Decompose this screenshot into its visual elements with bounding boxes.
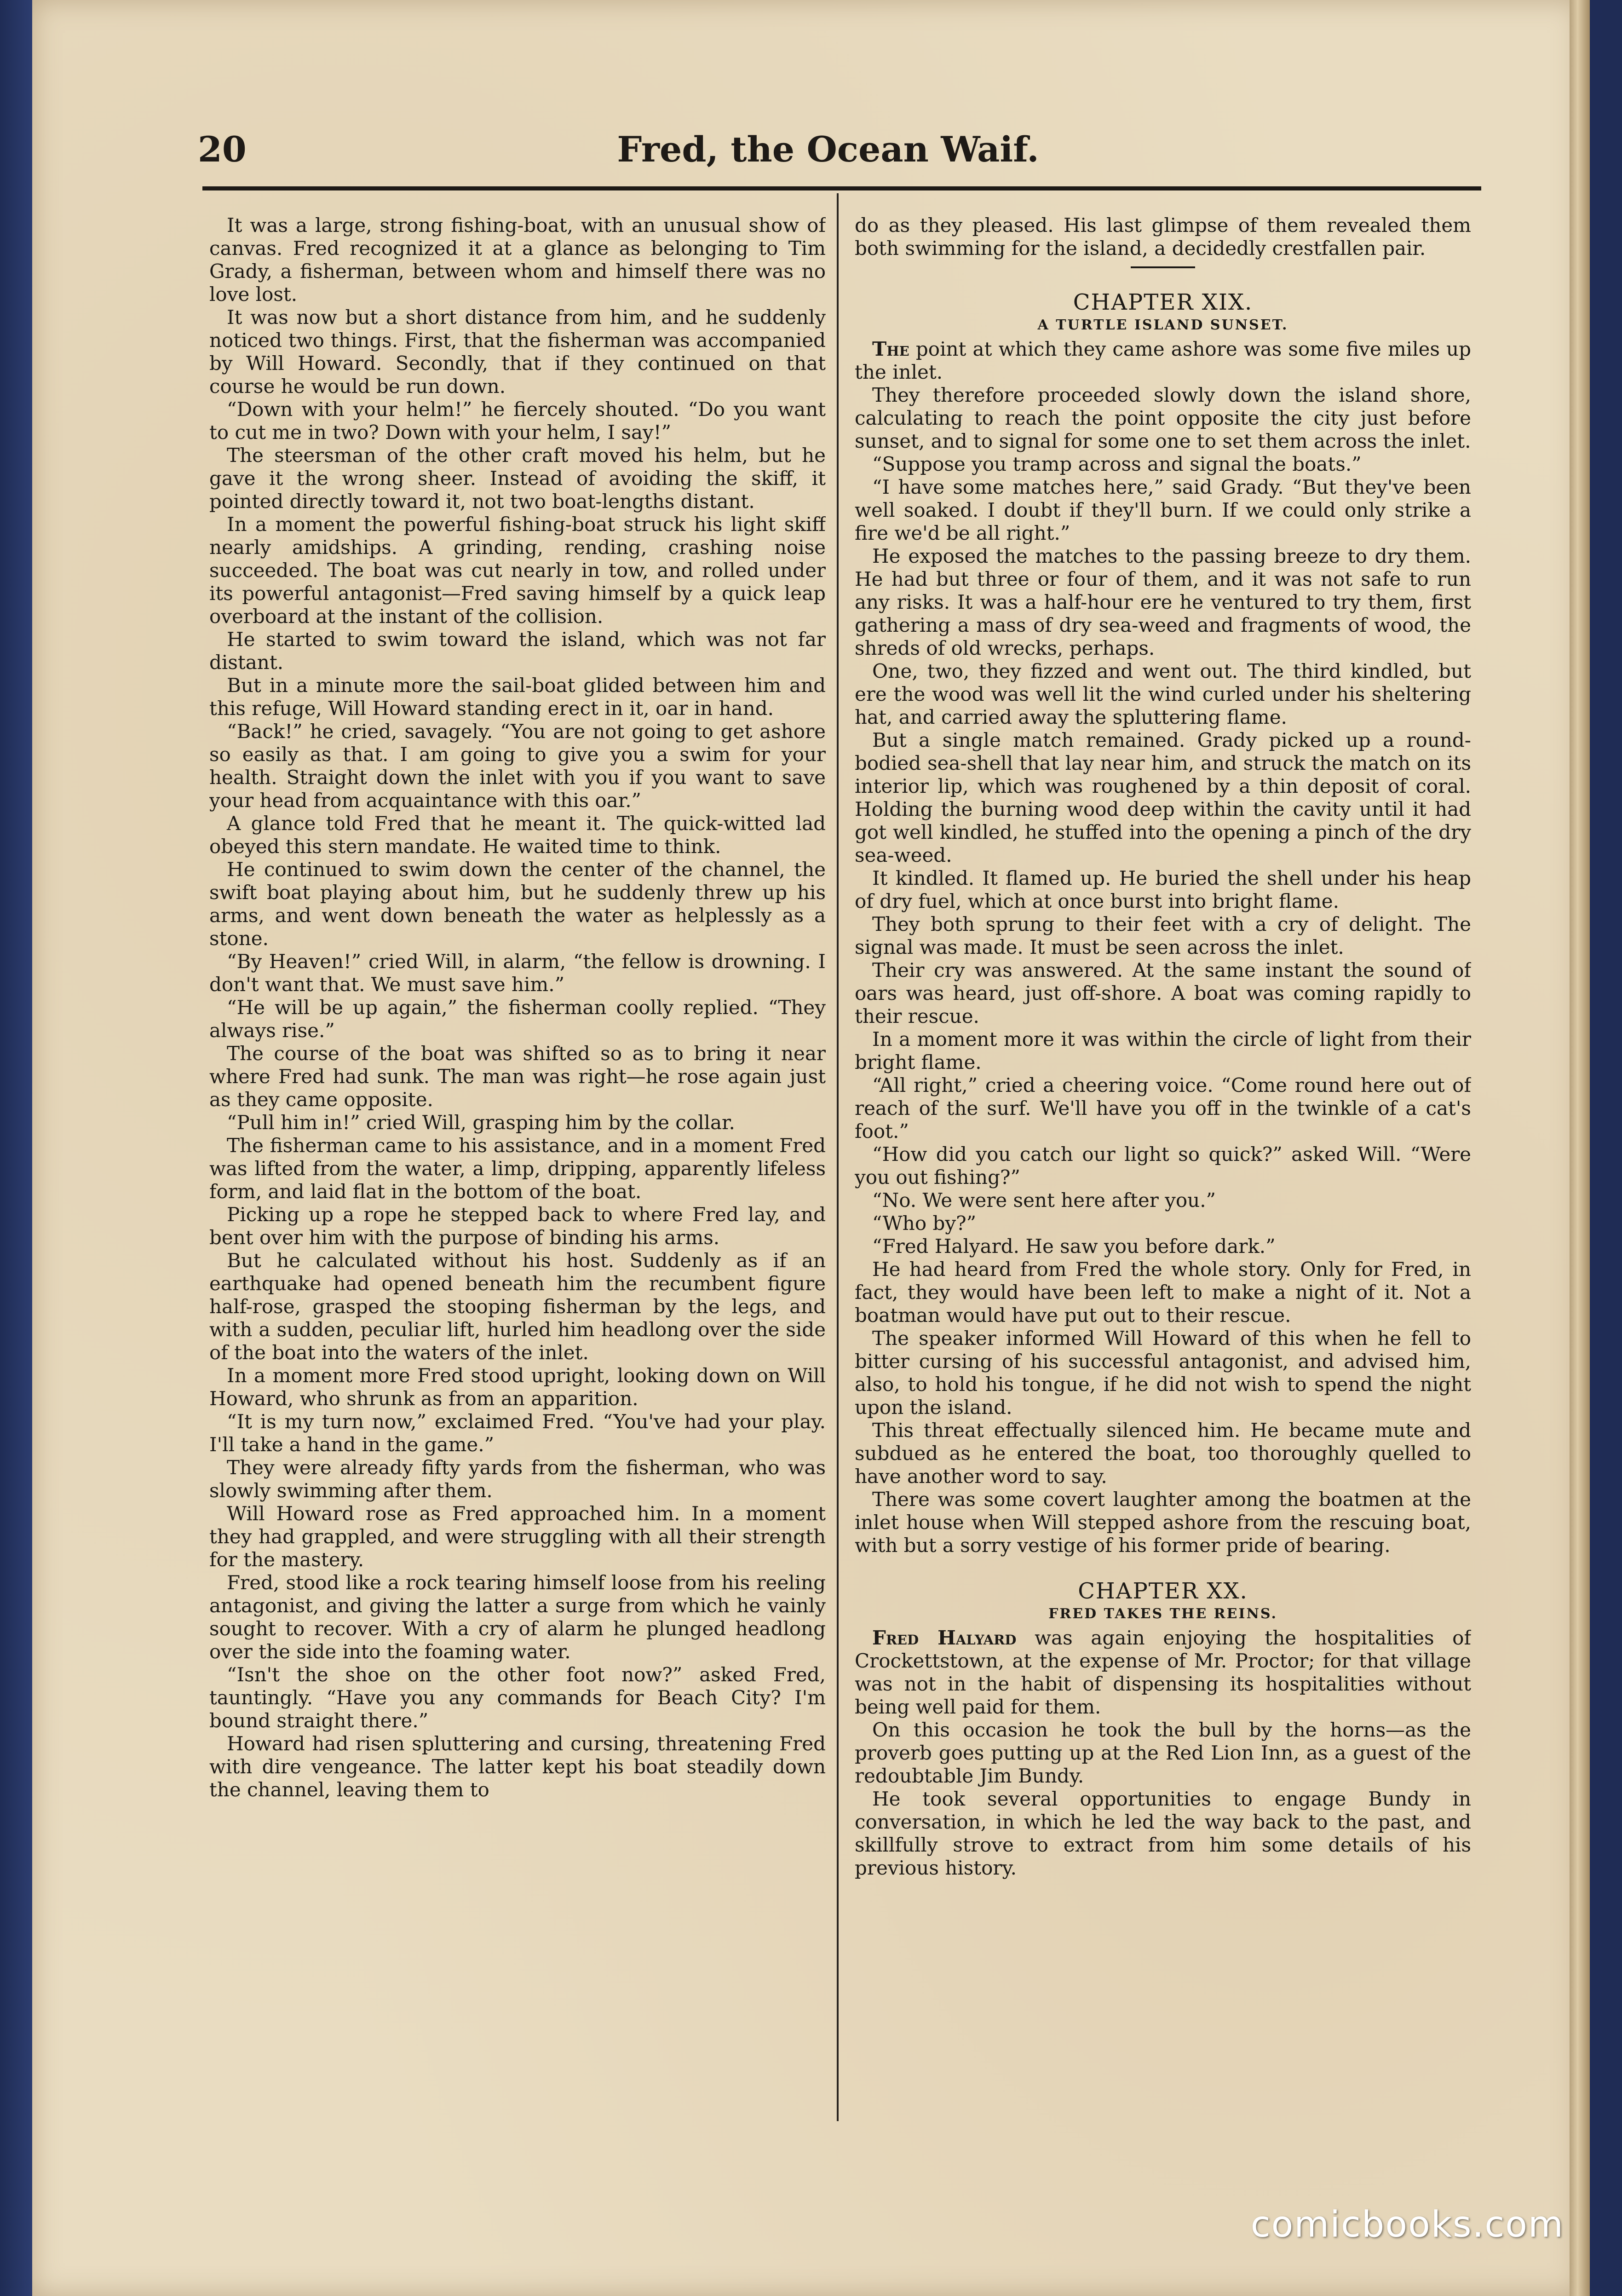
paragraph: “Back!” he cried, savagely. “You are not going to get ashore so easily as that. I am going to give you a swim for your health. Straight down the inlet with you if you want to save your head from acquaintance with this oar.” <box>209 720 826 812</box>
chapter-20-title: CHAPTER XX. <box>1078 1578 1248 1604</box>
paragraph: But he calculated without his host. Suddenly as if an earthquake had opened beneath him the recumbent figure half-rose, grasped the stooping fisherman by the legs, and with a sudden, peculiar lift, hurled him headlong over the side of the boat into the waters of the inlet. <box>209 1249 826 1364</box>
paragraph: The steersman of the other craft moved his helm, but he gave it the wrong sheer. Instead of avoiding the skiff, it pointed directly toward it, not two boat-lengths distant. <box>209 444 826 513</box>
chapter-20-subtitle: FRED TAKES THE REINS. <box>1048 1606 1277 1622</box>
header-rule <box>202 186 1481 190</box>
paragraph: The fisherman came to his assistance, and in a moment Fred was lifted from the water, a limp, dripping, apparently lifeless form, and laid flat in the bottom of the boat. <box>209 1134 826 1203</box>
paragraph: “Who by?” <box>872 1212 977 1235</box>
running-title: Fred, the Ocean Waif. <box>617 129 1039 170</box>
paragraph: It was a large, strong fishing-boat, with an unusual show of canvas. Fred recognized it at a glance as belonging to Tim Grady, a fisherman, between whom and himself there was no love lost. <box>209 214 826 306</box>
opening-text: was again enjoying the hospitalities of Crockettstown, at the expense of Mr. Proctor; for that village was not in the habit of dispensing its hospitalities without being well paid for them. <box>855 1627 1471 1718</box>
paragraph: He exposed the matches to the passing breeze to dry them. He had but three or four of them, and it was not safe to run any risks. It was a half-hour ere he ventured to try them, first gathering a mass of dry sea-weed and fragments of wood, the shreds of old wrecks, perhaps. <box>855 545 1471 659</box>
paragraph: “No. We were sent here after you.” <box>872 1189 1216 1211</box>
paragraph: They therefore proceeded slowly down the island shore, calculating to reach the point opposite the city just before sunset, and to signal for some one to set them across the inlet. <box>855 384 1471 452</box>
paragraph: It kindled. It flamed up. He buried the shell under his heap of dry fuel, which at once burst into bright flame. <box>855 867 1471 912</box>
paragraph: “It is my turn now,” exclaimed Fred. “You've had your play. I'll take a hand in the game.” <box>209 1410 826 1456</box>
paragraph: “I have some matches here,” said Grady. “But they've been well soaked. I doubt if they'll burn. If we could only strike a fire we'd be all right.” <box>855 476 1471 544</box>
left-column <box>209 214 826 2128</box>
paragraph: Picking up a rope he stepped back to where Fred lay, and bent over him with the purpose of binding his arms. <box>209 1203 826 1249</box>
paragraph: This threat effectually silenced him. He became mute and subdued as he entered the boat, too thoroughly quelled to have another word to say. <box>855 1419 1471 1488</box>
paragraph: They both sprung to their feet with a cry of delight. The signal was made. It must be seen across the inlet. <box>855 913 1471 958</box>
paragraph: Howard had risen spluttering and cursing, threatening Fred with dire vengeance. The latter kept his boat steadily down the channel, leaving them to <box>209 1732 826 1801</box>
section-rule <box>1131 266 1195 268</box>
opening-word: The <box>872 338 909 360</box>
chapter-19-title: CHAPTER XIX. <box>1073 289 1253 315</box>
paragraph: A glance told Fred that he meant it. The quick-witted lad obeyed this stern mandate. He waited time to think. <box>209 812 826 858</box>
chapter-19-opening-paragraph <box>855 338 1471 384</box>
paragraph: “Pull him in!” cried Will, grasping him by the collar. <box>227 1111 735 1134</box>
paragraph: “Isn't the shoe on the other foot now?” asked Fred, tauntingly. “Have you any commands for Beach City? I'm bound straight there.” <box>209 1663 826 1732</box>
paragraph: “By Heaven!” cried Will, in alarm, “the fellow is drowning. I don't want that. We must save him.” <box>209 950 826 996</box>
paragraph: He continued to swim down the center of the channel, the swift boat playing about him, but he suddenly threw up his arms, and went down beneath the water as helplessly as a stone. <box>209 858 826 950</box>
paragraph: He took several opportunities to engage Bundy in conversation, in which he led the way back to the past, and skillfully strove to extract from him some details of his previous history. <box>855 1788 1471 1879</box>
paragraph: He had heard from Fred the whole story. Only for Fred, in fact, they would have been left to make a night of it. Not a boatman would have put out to their rescue. <box>855 1258 1471 1327</box>
paragraph: They were already fifty yards from the fisherman, who was slowly swimming after them. <box>209 1456 826 1502</box>
paragraph: In a moment more Fred stood upright, looking down on Will Howard, who shrunk as from an apparition. <box>209 1364 826 1410</box>
paragraph: There was some covert laughter among the boatmen at the inlet house when Will stepped ashore from the rescuing boat, with but a sorry vestige of his former pride of bearing. <box>855 1488 1471 1557</box>
paragraph: “Fred Halyard. He saw you before dark.” <box>872 1235 1276 1258</box>
paragraph: “All right,” cried a cheering voice. “Come round here out of reach of the surf. We'll have you off in the twinkle of a cat's foot.” <box>855 1074 1471 1142</box>
paragraph: Their cry was answered. At the same instant the sound of oars was heard, just off-shore. A boat was coming rapidly to their rescue. <box>855 959 1471 1027</box>
page-number: 20 <box>198 129 247 170</box>
paragraph: “He will be up again,” the fisherman coolly replied. “They always rise.” <box>209 996 826 1042</box>
paragraph: “Suppose you tramp across and signal the boats.” <box>872 453 1362 475</box>
paragraph: One, two, they fizzed and went out. The third kindled, but ere the wood was well lit the wind curled under his sheltering hat, and carried away the spluttering flame. <box>855 660 1471 728</box>
opening-word: Fred Halyard <box>872 1627 1017 1649</box>
paragraph: “Down with your helm!” he fiercely shouted. “Do you want to cut me in two? Down with your helm, I say!” <box>209 398 826 444</box>
paragraph: But a single match remained. Grady picked up a round-bodied sea-shell that lay near him, and struck the match on its interior lip, which was roughened by a thin deposit of coral. Holding the burning wood deep within the cavity until it had got well kindled, he stuffed into the opening a pinch of the dry sea-weed. <box>855 729 1471 866</box>
opening-text: point at which they came ashore was some five miles up the inlet. <box>855 338 1471 383</box>
paragraph: Will Howard rose as Fred approached him. In a moment they had grappled, and were struggling with all their strength for the mastery. <box>209 1502 826 1571</box>
paragraph: The course of the boat was shifted so as to bring it near where Fred had sunk. The man was right—he rose again just as they came opposite. <box>209 1042 826 1111</box>
column-divider <box>837 193 839 2121</box>
paragraph: In a moment the powerful fishing-boat struck his light skiff nearly amidships. A grinding, rending, crashing noise succeeded. The boat was cut nearly in tow, and rolled under its powerful antagonist—Fred saving himself by a quick leap overboard at the instant of the collision. <box>209 513 826 628</box>
chapter-19-subtitle: A TURTLE ISLAND SUNSET. <box>1037 317 1288 333</box>
paragraph: But in a minute more the sail-boat glided between him and this refuge, Will Howard standing erect in it, oar in hand. <box>209 674 826 720</box>
paragraph: He started to swim toward the island, which was not far distant. <box>209 628 826 674</box>
paragraph: “How did you catch our light so quick?” asked Will. “Were you out fishing?” <box>855 1143 1471 1188</box>
page-fold <box>1570 0 1590 2296</box>
paragraph: On this occasion he took the bull by the horns—as the proverb goes putting up at the Red Lion Inn, as a guest of the redoubtable Jim Bundy. <box>855 1719 1471 1787</box>
paragraph: Fred, stood like a rock tearing himself loose from his reeling antagonist, and giving the latter a surge from which he vainly sought to recover. With a cry of alarm he plunged headlong over the side into the foaming water. <box>209 1571 826 1663</box>
paragraph: In a moment more it was within the circle of light from their bright flame. <box>855 1028 1471 1073</box>
continuation-paragraph: do as they pleased. His last glimpse of them revealed them both swimming for the island, a decidedly crestfallen pair. <box>855 214 1471 260</box>
chapter-20-opening-paragraph <box>855 1627 1471 1719</box>
paragraph: It was now but a short distance from him, and he suddenly noticed two things. First, that the fisherman was accompanied by Will Howard. Secondly, that if they continued on that course he would be run down. <box>209 306 826 398</box>
watermark: comicbooks.com <box>1250 2204 1564 2245</box>
paragraph: The speaker informed Will Howard of this when he fell to bitter cursing of his successful antagonist, and advised him, also, to hold his tongue, if he did not wish to spend the night upon the island. <box>855 1327 1471 1419</box>
right-column <box>855 214 1471 2128</box>
